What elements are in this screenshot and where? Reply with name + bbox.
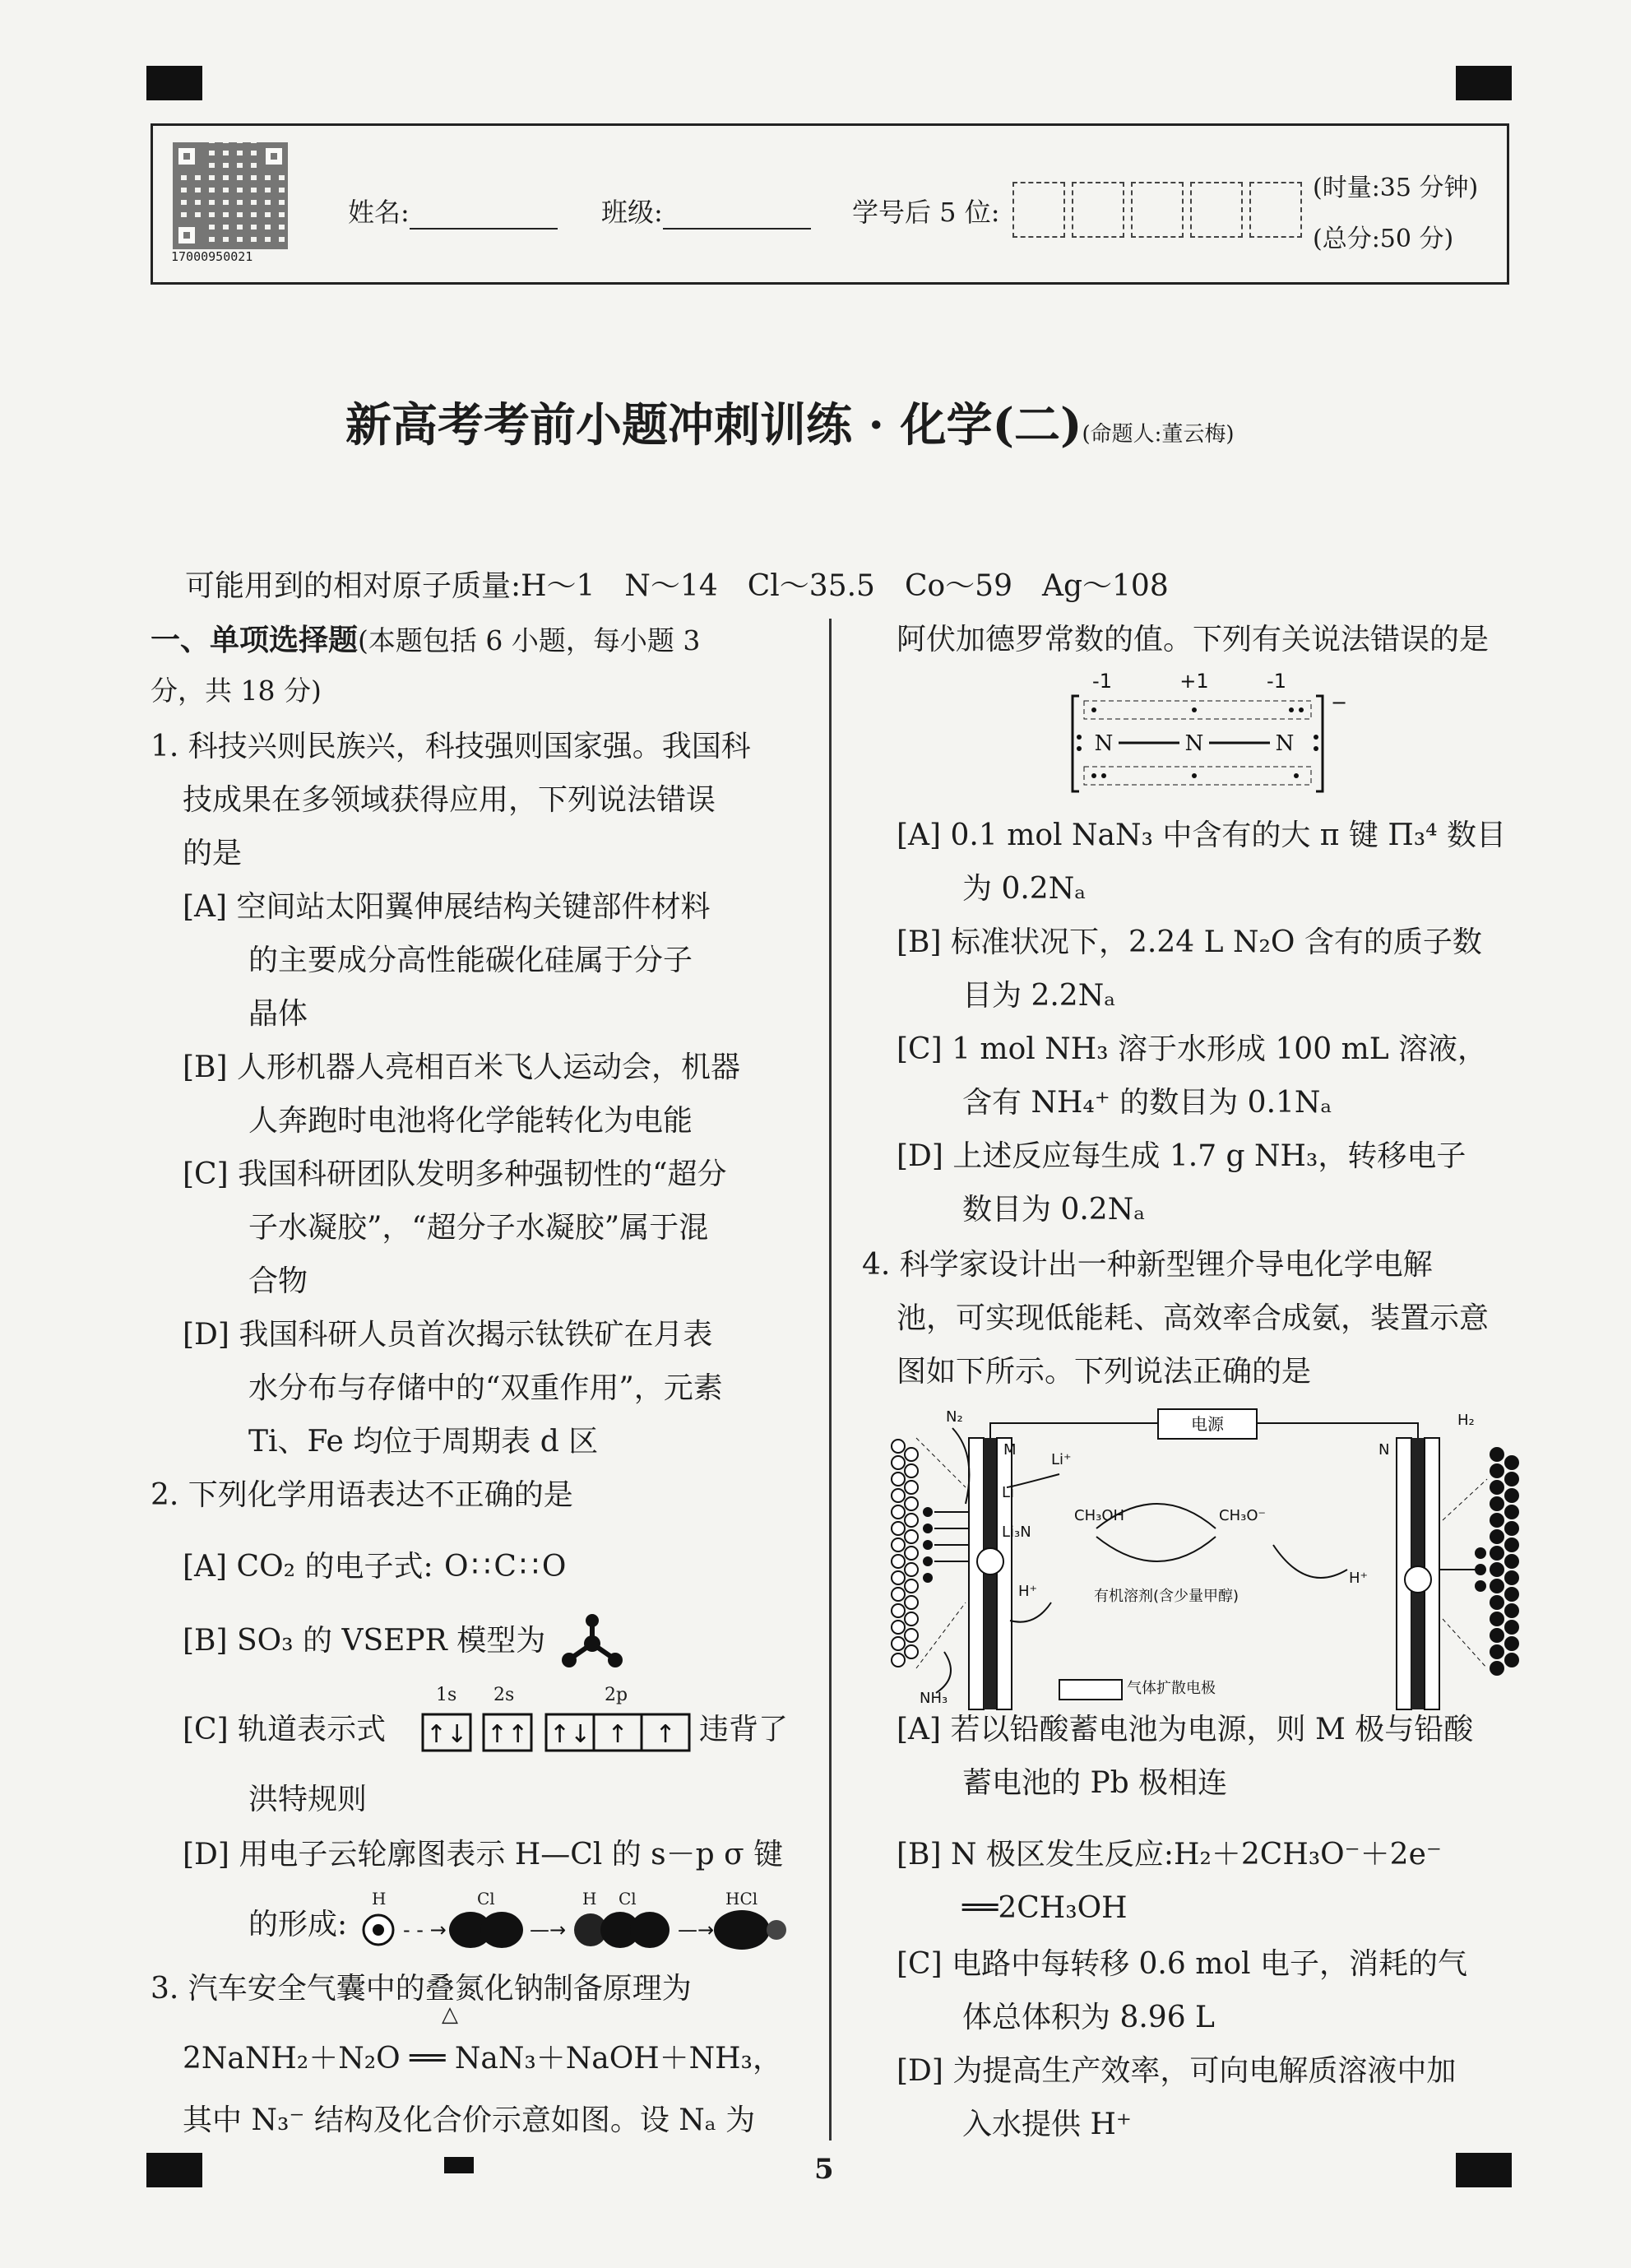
q1-option-d-2: 水分布与存储中的“双重作用”，元素 [248, 1371, 723, 1405]
q2-option-d-1[interactable]: [D] 用电子云轮廓图表示 H—Cl 的 s－p σ 键 [183, 1838, 784, 1871]
power-supply-label: 电源 [1191, 1414, 1224, 1434]
q4-line-1: 4. 科学家设计出一种新型锂介导电化学电解 [862, 1248, 1433, 1282]
id-digit-box-3[interactable] [1131, 182, 1184, 238]
electrolysis-cell-diagram [887, 1405, 1528, 1709]
h2-label: H₂ [1457, 1412, 1475, 1429]
orbital-label-1s: 1s [436, 1685, 457, 1705]
q3-option-a-1[interactable]: [A] 0.1 mol NaN₃ 中含有的大 π 键 Π₃⁴ 数目 [897, 819, 1507, 852]
id-digit-box-4[interactable] [1190, 182, 1243, 238]
id-digit-box-5[interactable] [1249, 182, 1302, 238]
page-number: 5 [814, 2153, 834, 2186]
methoxide-label: CH₃O⁻ [1219, 1507, 1266, 1524]
q3-line-3: 其中 N₃⁻ 结构及化合价示意如图。设 Nₐ 为 [183, 2103, 756, 2137]
label-h-2: H [582, 1889, 597, 1909]
right-gas-electrode [1475, 1447, 1519, 1676]
q4-line-2: 池，可实现低能耗、高效率合成氨，装置示意 [897, 1301, 1490, 1335]
methanol-label: CH₃OH [1074, 1507, 1125, 1524]
so3-vsepr-model-icon [559, 1612, 625, 1670]
q1-option-b-2: 人奔跑时电池将化学能转化为电能 [248, 1104, 693, 1138]
label-h-1: H [372, 1889, 387, 1909]
oxidation-state-3: -1 [1267, 670, 1286, 693]
label-cl-1: Cl [477, 1889, 495, 1909]
registration-mark-top-right [1456, 66, 1512, 100]
q4-option-b-2: ══2CH₃OH [962, 1891, 1128, 1925]
q2-option-c-2: 洪特规则 [248, 1783, 368, 1816]
left-gas-electrode [892, 1438, 969, 1668]
q1-option-c-2: 子水凝胶”，“超分子水凝胶”属于混 [248, 1211, 709, 1245]
q4-option-d-2: 入水提供 H⁺ [962, 2108, 1132, 2141]
q2-option-c-end: 违背了 [699, 1713, 789, 1746]
q4-option-a-1[interactable]: [A] 若以铅酸蓄电池为电源，则 M 极与铅酸 [897, 1713, 1474, 1746]
azide-ion-structure [1069, 668, 1348, 800]
student-info-header [151, 123, 1509, 285]
proton-right-label: H⁺ [1349, 1570, 1369, 1587]
registration-mark-top-left [146, 66, 202, 100]
heat-symbol: △ [442, 2002, 458, 2027]
label-hcl: HCl [725, 1889, 758, 1909]
q2-option-d-2: 的形成: [248, 1908, 348, 1941]
q1-option-b-1[interactable]: [B] 人形机器人亮相百米飞人运动会，机器 [183, 1051, 740, 1084]
q3-option-c-1[interactable]: [C] 1 mol NH₃ 溶于水形成 100 mL 溶液， [897, 1032, 1488, 1066]
section-heading: 一、单项选择题 [151, 623, 359, 657]
atomic-masses: 可能用到的相对原子质量:H～1 N～14 Cl～35.5 Co～59 Ag～108 [185, 569, 1169, 603]
q2-option-c[interactable]: [C] 轨道表示式 [183, 1713, 387, 1746]
arrow-up-down-icon: ↑↓ [549, 1720, 591, 1749]
q3-option-b-1[interactable]: [B] 标准状况下，2.24 L N₂O 含有的质子数 [897, 925, 1482, 959]
nitrogen-1: N [1094, 731, 1114, 756]
section-note: (本题包括 6 小题，每小题 3 [358, 624, 701, 656]
nitrogen-2: N [1184, 731, 1204, 756]
li3n-label: Li₃N [1002, 1524, 1031, 1541]
q3-line-1: 3. 汽车安全气囊中的叠氮化钠制备原理为 [151, 1972, 692, 2006]
q1-option-d-1[interactable]: [D] 我国科研人员首次揭示钛铁矿在月表 [183, 1318, 713, 1352]
q2-option-b[interactable]: [B] SO₃ 的 VSEPR 模型为 [183, 1624, 546, 1658]
student-id-label: 学号后 5 位: [852, 197, 1000, 228]
legend-label: 气体扩散电极 [1127, 1680, 1216, 1697]
section-note-2: 分，共 18 分) [151, 675, 322, 707]
q4-option-c-1[interactable]: [C] 电路中每转移 0.6 mol 电子，消耗的气 [897, 1947, 1467, 1981]
nh3-label: NH₃ [920, 1690, 948, 1707]
arrow-up-down-icon: ↑↓ [425, 1720, 468, 1749]
name-label: 姓名: [348, 197, 410, 228]
arrow-up-up-icon: ↑↑ [486, 1720, 529, 1749]
q4-option-a-2: 蓄电池的 Pb 极相连 [962, 1766, 1228, 1800]
q4-option-d-1[interactable]: [D] 为提高生产效率，可向电解质溶液中加 [897, 2054, 1457, 2088]
column-divider [829, 619, 832, 2140]
q1-option-c-3: 合物 [248, 1264, 308, 1298]
q2-option-a[interactable]: [A] CO₂ 的电子式: [183, 1550, 433, 1584]
svg-text:- - →: - - → [403, 1918, 447, 1941]
arrow-up-icon: ↑ [607, 1720, 628, 1749]
id-digit-box-1[interactable] [1012, 182, 1065, 238]
solvent-label: 有机溶剂(含少量甲醇) [1094, 1588, 1239, 1605]
q1-option-a-2: 的主要成分高性能碳化硅属于分子 [248, 944, 693, 977]
ion-charge: − [1331, 691, 1348, 714]
electrode-m-label: M [1003, 1441, 1017, 1459]
q3-option-a-2: 为 0.2Nₐ [962, 872, 1087, 906]
legend-swatch [1059, 1680, 1122, 1700]
li-ion-label: Li⁺ [1051, 1451, 1072, 1468]
time-limit: (时量:35 分钟) [1313, 174, 1479, 202]
electron-cloud-diagram [355, 1907, 799, 1953]
author: (命题人:董云梅) [1082, 422, 1235, 447]
class-label: 班级: [601, 197, 663, 228]
id-digit-box-2[interactable] [1072, 182, 1124, 238]
qr-number: 17000950021 [171, 249, 253, 264]
orbital-label-2s: 2s [493, 1685, 515, 1705]
q1-option-d-3: Ti、Fe 均位于周期表 d 区 [248, 1425, 599, 1459]
class-field[interactable] [601, 192, 811, 230]
q1-line-1: 1. 科技兴则民族兴，科技强则国家强。我国科 [151, 730, 751, 763]
q3-option-c-2: 含有 NH₄⁺ 的数目为 0.1Nₐ [962, 1086, 1332, 1120]
q3-option-d-1[interactable]: [D] 上述反应每生成 1.7 g NH₃，转移电子 [897, 1139, 1467, 1173]
svg-text:—→: —→ [530, 1918, 567, 1941]
electrode-n-label: N [1378, 1441, 1390, 1459]
total-score: (总分:50 分) [1313, 225, 1454, 253]
n2-label: N₂ [946, 1408, 963, 1426]
arrow-up-icon: ↑ [655, 1720, 676, 1749]
qr-code-icon [173, 142, 288, 249]
registration-mark-bottom-center [444, 2157, 474, 2173]
q3-line-2: 2NaNH₂＋N₂O ══ NaN₃＋NaOH＋NH₃， [183, 2042, 782, 2076]
q2-stem: 2. 下列化学用语表达不正确的是 [151, 1478, 573, 1512]
oxidation-state-2: +1 [1179, 670, 1209, 693]
oxidation-state-1: -1 [1092, 670, 1112, 693]
q3-option-d-2: 数目为 0.2Nₐ [962, 1193, 1146, 1227]
orbital-diagram [421, 1711, 701, 1754]
q4-line-3: 图如下所示。下列说法正确的是 [897, 1355, 1312, 1389]
registration-mark-bottom-right [1456, 2153, 1512, 2187]
q1-option-c-1[interactable]: [C] 我国科研团队发明多种强韧性的“超分 [183, 1157, 727, 1191]
nitrogen-3: N [1275, 731, 1295, 756]
label-cl-2: Cl [619, 1889, 637, 1909]
li-label: Li [1002, 1484, 1015, 1501]
q4-option-c-2: 体总体积为 8.96 L [962, 2001, 1215, 2034]
section-heading-line [151, 625, 700, 656]
q1-option-a-3: 晶体 [248, 997, 308, 1031]
registration-mark-bottom-left [146, 2153, 202, 2187]
q1-line-3: 的是 [183, 837, 243, 870]
orbital-label-2p: 2p [605, 1685, 628, 1705]
q4-option-b-1[interactable]: [B] N 极区发生反应:H₂＋2CH₃O⁻＋2e⁻ [897, 1838, 1442, 1871]
q3-line-4: 阿伏加德罗常数的值。下列有关说法错误的是 [897, 623, 1490, 656]
svg-text:—→: —→ [678, 1918, 715, 1941]
q3-option-b-2: 目为 2.2Nₐ [962, 979, 1116, 1013]
co2-electron-formula: O∷C∷O [444, 1550, 570, 1584]
page-title: 新高考考前小题冲刺训练 · 化学(二)(命题人:董云梅) [345, 398, 1235, 452]
q1-option-a-1[interactable]: [A] 空间站太阳翼伸展结构关键部件材料 [183, 890, 711, 924]
name-field[interactable] [348, 192, 558, 230]
proton-left-label: H⁺ [1018, 1583, 1038, 1600]
q1-line-2: 技成果在多领域获得应用，下列说法错误 [183, 783, 716, 817]
